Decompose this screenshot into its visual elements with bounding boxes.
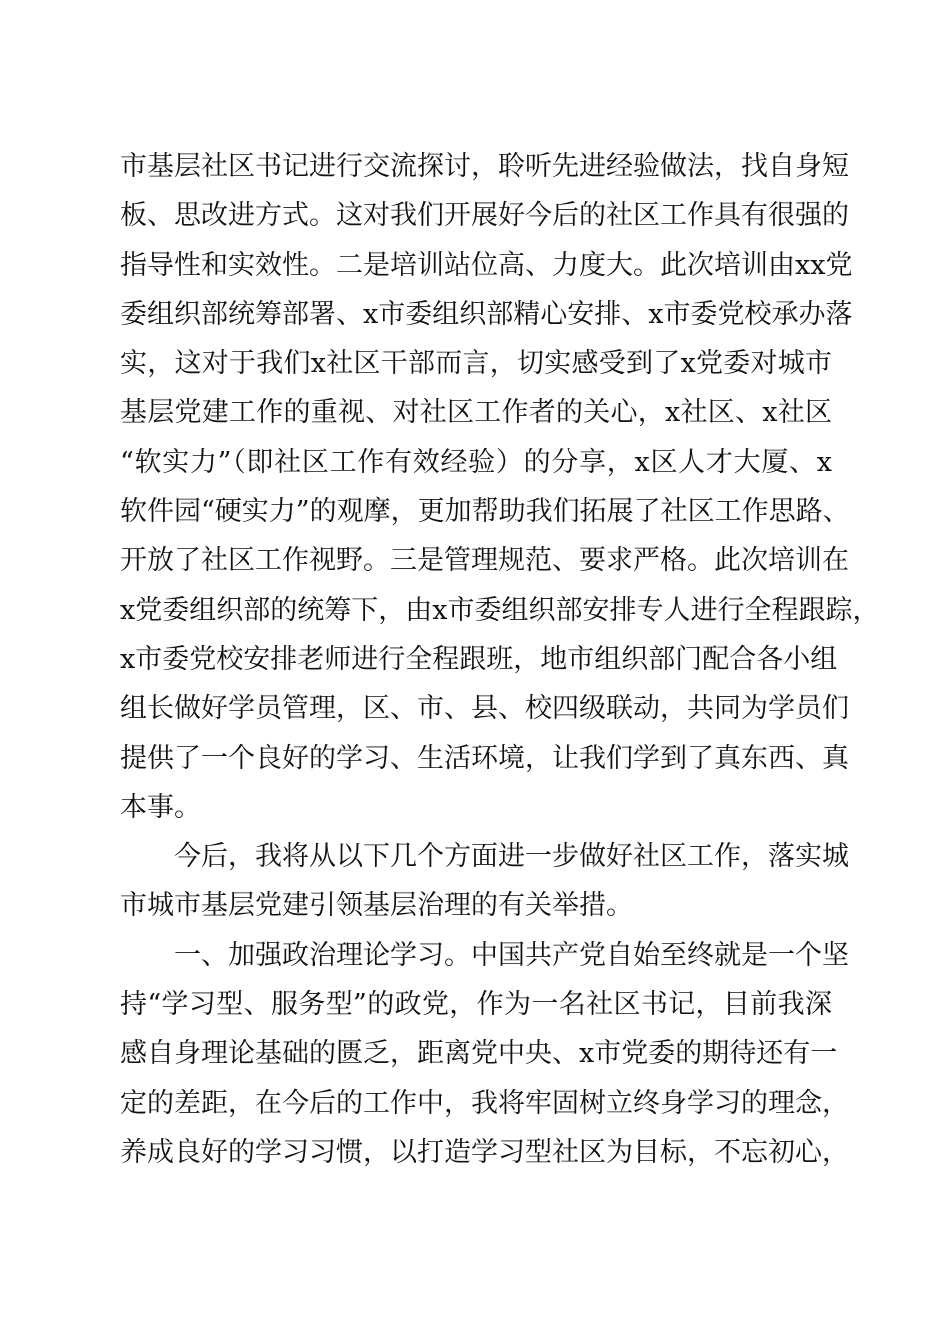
text-line: 今后，我将从以下几个方面进一步做好社区工作，落实城: [174, 841, 849, 873]
text-line: 软件园“硬实力”的观摩，更加帮助我们拓展了社区工作思路、: [120, 496, 850, 528]
text-line: 持“学习型、服务型”的政党，作为一名社区书记，目前我深: [120, 989, 832, 1021]
text-line: 委组织部统筹部署、x市委组织部精心安排、x市委党校承办落: [120, 298, 853, 330]
text-line: 养成良好的学习习惯，以打造学习型社区为目标，不忘初心，: [120, 1136, 849, 1168]
text-line: x市委党校安排老师进行全程跟班，地市组织部门配合各小组: [120, 643, 838, 675]
text-line: 实，这对于我们x社区干部而言，切实感受到了x党委对城市: [120, 348, 832, 380]
text-line: 组长做好学员管理，区、市、县、校四级联动，共同为学员们: [120, 693, 849, 725]
text-line: 市城市基层党建引领基层治理的有关举措。: [120, 890, 633, 922]
text-line: 板、思改进方式。这对我们开展好今后的社区工作具有很强的: [120, 200, 849, 232]
text-line: 本事。: [120, 791, 201, 823]
text-line: 一、加强政治理论学习。中国共产党自始至终就是一个坚: [174, 939, 849, 971]
text-line: x党委组织部的统筹下，由x市委组织部安排专人进行全程跟踪，: [120, 594, 880, 626]
text-line: 开放了社区工作视野。三是管理规范、要求严格。此次培训在: [120, 545, 849, 577]
text-line: “软实力”（即社区工作有效经验）的分享，x区人才大厦、x: [120, 446, 832, 478]
text-line: 提供了一个良好的学习、生活环境，让我们学到了真东西、真: [120, 742, 849, 774]
text-line: 市基层社区书记进行交流探讨，聆听先进经验做法，找自身短: [120, 151, 849, 182]
text-line: 基层党建工作的重视、对社区工作者的关心，x社区、x社区: [120, 397, 832, 429]
text-line: 定的差距，在今后的工作中，我将牢固树立终身学习的理念，: [120, 1087, 849, 1119]
body-text: [120, 142, 880, 1177]
text-line: 感自身理论基础的匮乏，距离党中央、x市党委的期待还有一: [120, 1038, 838, 1070]
text-line: 指导性和实效性。二是培训站位高、力度大。此次培训由xx党: [120, 249, 853, 281]
